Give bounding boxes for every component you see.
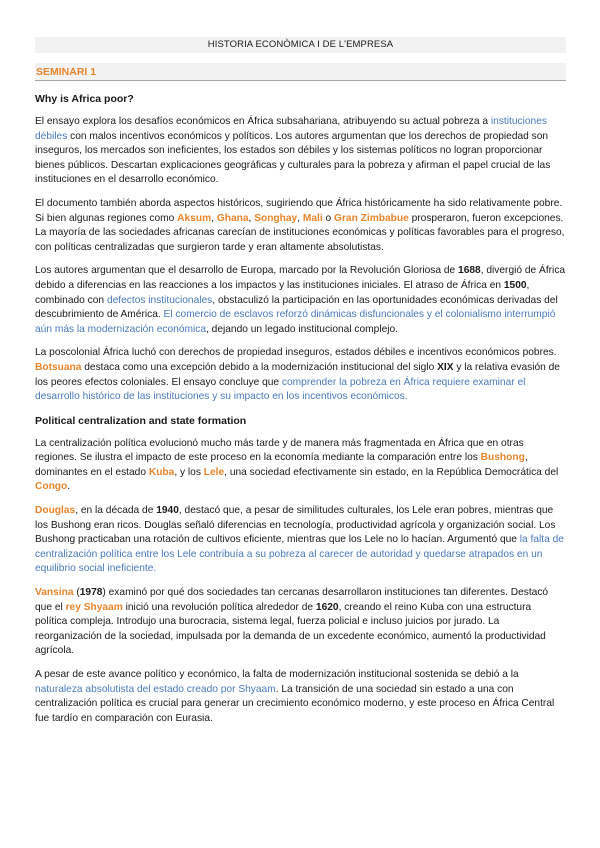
paragraph: El ensayo explora los desafíos económicos en África subsahariana, atribuyendo su actual pobreza a instituciones débiles con malos incentivos económicos y políticos. Los autores argumentan que los derechos de propiedad son inseguros, los mercados son ineficientes, los estados son débiles y los sistemas políticos no logran proporcionar bienes públicos. Descartan explicaciones geográficas y culturales para la pobreza y afirman el papel crucial de las instituciones en el desarrollo económico. (35, 116, 551, 186)
highlight-blue: la falta de centralización política entre los Lele contribuía a su pobreza al carecer de autoridad y quedarse atrapados en un equilibrio social ineficiente. (35, 534, 564, 575)
highlight-orange: Bushong (480, 452, 525, 464)
highlight-orange: Ghana (216, 212, 249, 224)
section-heading: Political centralization and state formation (35, 414, 247, 427)
highlight-blue: instituciones débiles (35, 116, 547, 142)
section-heading: Why is Africa poor? (35, 93, 134, 105)
highlight-orange: Aksum (177, 212, 212, 224)
highlight-orange: Lele (203, 466, 225, 478)
paragraph: Vansina (1978) examinó por qué dos sociedades tan cercanas desarrollaron instituciones tan diferentes. Destacó que el rey Shyaam inició una revolución política alrededor de 1620, creando el reino Kuba con una estructura política compleja. Introdujo una burocracia, sistema legal, fuerza policial e incluso juicios por jurado. La reorganización de la sociedad, impulsada por la demanda de un excedente económico, aumentó la productividad agrícola. (35, 587, 549, 657)
bold-year: 1620 (315, 601, 339, 613)
paragraph: La centralización política evolucionó mucho más tarde y de manera más fragmentada en África que en otras regiones. Se ilustra el impacto de este proceso en la economía mediante la comparación entre los Bushong, dominantes en el estado Kuba, y los Lele, una sociedad efectivamente sin estado, en la República Democrática del Congo. (35, 437, 559, 493)
highlight-orange: Vansina (35, 587, 74, 599)
paragraph: A pesar de este avance político y económico, la falta de modernización institucional sostenida se debió a la naturaleza absolutista del estado creado por Shyaam. La transición de una sociedad sin estado a una con centralización política es crucial para generar un crecimiento económico moderno, y este proceso en África Central fue tardío en comparación con Eurasia. (35, 669, 555, 724)
paragraph: Los autores argumentan que el desarrollo de Europa, marcado por la Revolución Gloriosa de 1688, divergió de África debido a diferencias en las reacciones a los impactos y las instituciones iniciales. El atraso de África en 1500, combinado con defectos institucionales, obstaculizó la participación en las oportunidades económicas derivadas del descubrimiento de América. El comercio de esclavos reforzó dinámicas disfuncionales y el colonialismo interrumpió aún más la modernización económica, dejando un legado institucional complejo. (35, 265, 566, 335)
document-body (35, 92, 566, 735)
seminar-label: SEMINARI 1 (35, 63, 566, 81)
highlight-orange: Botsuana (35, 361, 82, 373)
highlight-blue: defectos institucionales (106, 294, 213, 306)
paragraph: La poscolonial África luchó con derechos de propiedad inseguros, estados débiles e incentivos económicos pobres. Botsuana destaca como una excepción debido a la modernización institucional del siglo XIX y la relativa evasión de los peores efectos coloniales. El ensayo concluye que comprender la pobreza en África requiere examinar el desarrollo histórico de las instituciones y su impacto en los incentivos económicos. (35, 347, 560, 403)
highlight-blue: naturaleza absolutista del estado creado por Shyaam (35, 683, 276, 695)
highlight-blue: El comercio de esclavos reforzó dinámicas disfuncionales y el colonialismo interrumpió aún más la modernización económica (35, 309, 556, 335)
paragraph: Douglas, en la década de 1940, destacó que, a pesar de similitudes culturales, los Lele eran pobres, mientras que los Bushong eran ricos. Douglas señaló diferencias en tecnología, productividad agrícola y organización social. Los Bushong practicaban una rotación de cultivos eficiente, mientras que los Lele no lo hacían. Argumentó que la falta de centralización política entre los Lele contribuía a su pobreza al carecer de autoridad y quedarse atrapados en un equilibrio social ineficiente. (35, 505, 564, 575)
highlight-orange: Congo (35, 481, 68, 493)
bold-year: 1940 (156, 505, 179, 517)
highlight-orange: Songhay (254, 212, 298, 224)
highlight-blue: comprender la pobreza en África requiere examinar el desarrollo histórico de las instituciones y su impacto en los incentivos económicos. (35, 376, 526, 403)
document-header: HISTORIA ECONÒMICA I DE L'EMPRESA (35, 37, 566, 53)
bold-century: XIX (437, 361, 454, 373)
bold-year: 1500 (503, 279, 527, 291)
highlight-orange: Douglas (35, 505, 76, 517)
paragraph: El documento también aborda aspectos históricos, sugiriendo que África históricamente ha sido relativamente pobre. Si bien algunas regiones como Aksum, Ghana, Songhay, Mali o Gran Zimbabue prosperaron, fueron excepciones. La mayoría de las sociedades africanas carecían de instituciones económicas y políticas favorables para el progreso, con políticas centralizadas que surgieron tarde y eran altamente absolutistas. (35, 197, 565, 253)
highlight-orange: rey Shyaam (65, 601, 123, 613)
bold-year: 1688 (458, 265, 481, 277)
highlight-orange: Gran Zimbabue (334, 212, 409, 224)
highlight-orange: Mali (302, 212, 323, 224)
highlight-orange: Kuba (148, 466, 175, 478)
bold-year: 1978 (79, 587, 103, 599)
